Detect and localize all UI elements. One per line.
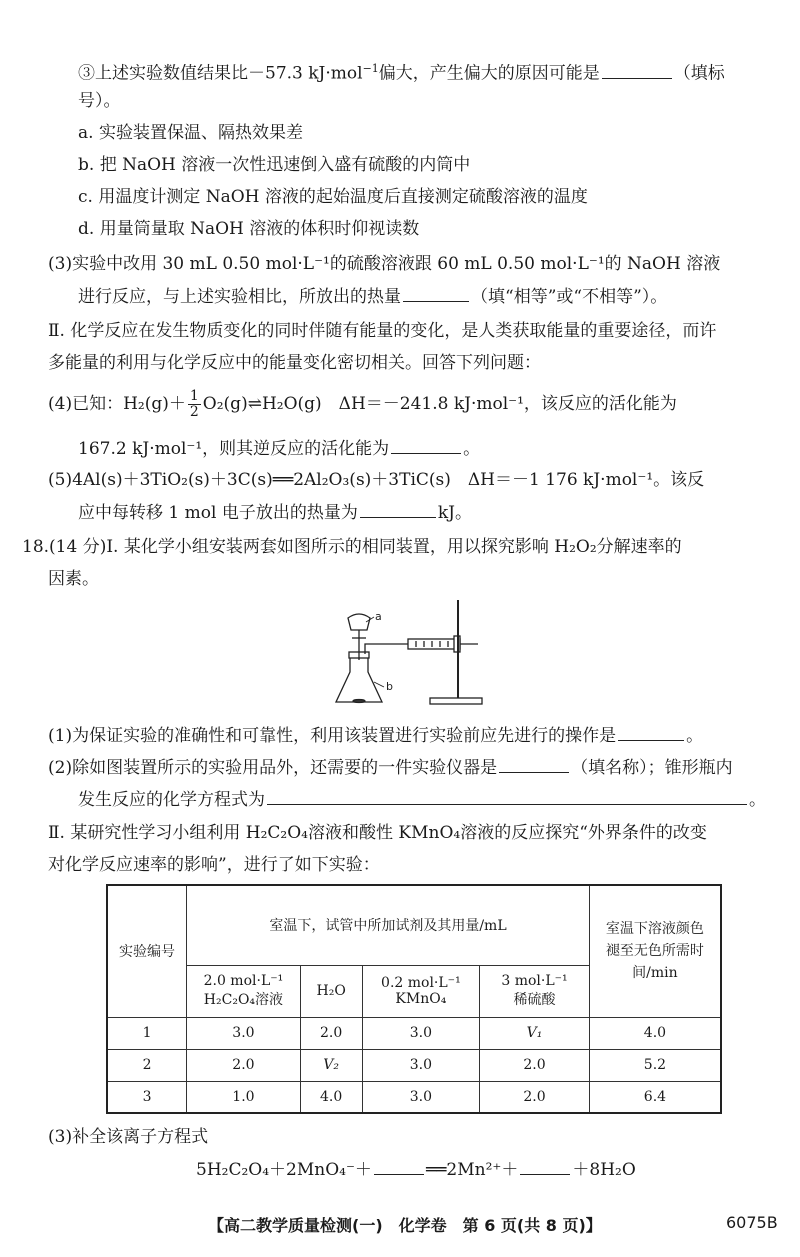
- header-line: KMnO₄: [395, 991, 447, 1007]
- table-cell: 4.0: [300, 1081, 362, 1113]
- answer-blank[interactable]: [403, 283, 469, 302]
- table-cell: 3.0: [362, 1081, 480, 1113]
- table-cell: 2.0: [480, 1049, 590, 1081]
- table-row: [107, 1017, 721, 1049]
- q18-sub-1: [48, 722, 703, 749]
- stem-text: (1)为保证实验的准确性和可靠性，利用该装置进行实验前应先进行的操作是: [48, 726, 617, 746]
- table-cell: 2: [107, 1049, 187, 1081]
- header-h2o: H₂O: [300, 965, 362, 1017]
- header-line: 稀硫酸: [513, 992, 556, 1008]
- figure-label-b: b: [386, 680, 393, 693]
- sub-question-3: (3)实验中改用 30 mL 0.50 mol·L⁻¹的硫酸溶液跟 60 mL 0.50 mol·L⁻¹的 NaOH 溶液: [48, 254, 721, 274]
- stem-text: (4)已知：H₂(g)＋: [48, 394, 186, 414]
- ionic-equation: [196, 1156, 636, 1183]
- experiment-table: [106, 884, 722, 1114]
- part-2-intro-cont: 多能量的利用与化学反应中的能量变化密切相关。回答下列问题：: [48, 353, 541, 373]
- table-cell: 3.0: [362, 1017, 480, 1049]
- option-a: a. 实验装置保温、隔热效果差: [78, 123, 303, 143]
- table-cell: 4.0: [589, 1017, 721, 1049]
- header-time: [589, 885, 721, 1017]
- question-18-stem-cont: 因素。: [48, 569, 99, 589]
- stem-text: 。: [686, 726, 704, 746]
- stem-text: 167.2 kJ·mol⁻¹，则其逆反应的活化能为: [78, 439, 390, 459]
- stem-text: 进行反应，与上述实验相比，所放出的热量: [78, 287, 401, 307]
- part-2b-intro: Ⅱ. 某研究性学习小组利用 H₂C₂O₄溶液和酸性 KMnO₄溶液的反应探究“外界条件的改变: [48, 823, 707, 843]
- conical-flask: [336, 656, 382, 702]
- part-2b-intro-cont: 对化学反应速率的影响”，进行了如下实验：: [48, 855, 380, 875]
- question-3-stem: [78, 56, 725, 87]
- sub-question-4: [48, 389, 677, 420]
- header-h2c2o4: [187, 965, 301, 1017]
- figure-label-a: a: [375, 610, 382, 623]
- table-cell: 3.0: [362, 1049, 480, 1081]
- fraction: [188, 389, 201, 420]
- stem-text: （填标: [673, 63, 725, 84]
- table-cell: 5.2: [589, 1049, 721, 1081]
- option-b: b. 把 NaOH 溶液一次性迅速倒入盛有硫酸的内筒中: [78, 155, 471, 175]
- sub-question-5-cont: [78, 499, 472, 526]
- stem-text: 。: [463, 439, 481, 459]
- option-c: c. 用温度计测定 NaOH 溶液的起始温度后直接测定硫酸溶液的温度: [78, 187, 588, 207]
- header-line: H₂C₂O₄溶液: [203, 992, 284, 1008]
- fraction-numerator: 1: [189, 388, 199, 404]
- stem-text: 应中每转移 1 mol 电子放出的热量为: [78, 503, 358, 523]
- equation-text: ══2Mn²⁺＋: [425, 1160, 519, 1180]
- table-cell: 2.0: [187, 1049, 301, 1081]
- q18-sub-2: [48, 754, 733, 781]
- table-cell: 1: [107, 1017, 187, 1049]
- table-cell: 1.0: [187, 1081, 301, 1113]
- answer-blank[interactable]: [391, 435, 461, 454]
- footer-title: 【高二教学质量检测(一) 化学卷 第 6 页(共 8 页)】: [208, 1216, 602, 1235]
- answer-blank[interactable]: [520, 1156, 570, 1175]
- q18-sub-2-cont: [78, 786, 766, 813]
- header-line: 2.0 mol·L⁻¹: [203, 973, 284, 989]
- stem-text: ③上述实验数值结果比－57.3 kJ·mol: [78, 63, 363, 84]
- table-cell: 2.0: [480, 1081, 590, 1113]
- stem-text: 发生反应的化学方程式为: [78, 790, 265, 810]
- table-row: [107, 1049, 721, 1081]
- fraction-denominator: 2: [189, 404, 199, 420]
- stem-text: 偏大，产生偏大的原因可能是: [378, 63, 600, 84]
- stem-text: kJ。: [437, 503, 472, 523]
- table-cell: 6.4: [589, 1081, 721, 1113]
- footer-code: 6075B: [726, 1213, 778, 1232]
- apparatus-figure: [330, 598, 490, 710]
- header-exp-no: 实验编号: [107, 885, 187, 1017]
- question-18-stem: 18.(14 分)Ⅰ. 某化学小组安装两套如图所示的相同装置，用以探究影响 H₂O₂分解速率的: [22, 537, 682, 557]
- answer-blank[interactable]: [499, 754, 569, 773]
- answer-blank[interactable]: [267, 786, 747, 805]
- header-line: 0.2 mol·L⁻¹: [381, 975, 461, 991]
- equation-text: ＋8H₂O: [572, 1160, 636, 1180]
- header-h2so4: [480, 965, 590, 1017]
- answer-blank[interactable]: [618, 722, 684, 741]
- stem-text: 。: [749, 790, 766, 810]
- equation-text: 5H₂C₂O₄＋2MnO₄⁻＋: [196, 1160, 372, 1180]
- table-cell: 3.0: [187, 1017, 301, 1049]
- table-cell: V₁: [480, 1017, 590, 1049]
- sub-question-4-cont: [78, 435, 480, 462]
- stem-sup: −1: [362, 62, 379, 75]
- table-cell: 3: [107, 1081, 187, 1113]
- table-cell: 2.0: [300, 1017, 362, 1049]
- question-3-stem-cont: 号）。: [78, 91, 121, 111]
- stem-text: (2)除如图装置所示的实验用品外，还需要的一件实验仪器是: [48, 758, 498, 778]
- sub-question-5: (5)4Al(s)＋3TiO₂(s)＋3C(s)══2Al₂O₃(s)＋3TiC(s) ΔH＝－1 176 kJ·mol⁻¹。该反: [48, 470, 705, 490]
- stem-text: （填“相等”或“不相等”）。: [471, 287, 668, 307]
- header-kmno4: [362, 965, 480, 1017]
- q18-sub-3: (3)补全该离子方程式: [48, 1127, 209, 1147]
- sub-question-3-cont: [78, 283, 667, 310]
- part-2-intro: Ⅱ. 化学反应在发生物质变化的同时伴随有能量的变化，是人类获取能量的重要途径，而许: [48, 321, 717, 341]
- header-time-text: 室温下溶液颜色褪至无色所需时间/min: [605, 921, 704, 982]
- table-row: [107, 1081, 721, 1113]
- stem-text: O₂(g)⇌H₂O(g) ΔH＝－241.8 kJ·mol⁻¹，该反应的活化能为: [202, 394, 677, 414]
- header-line: 3 mol·L⁻¹: [501, 973, 568, 989]
- answer-blank[interactable]: [374, 1156, 424, 1175]
- answer-blank[interactable]: [360, 499, 436, 518]
- header-reagents: 室温下，试管中所加试剂及其用量/mL: [187, 885, 590, 965]
- stem-text: （填名称）；锥形瓶内: [571, 758, 733, 778]
- answer-blank[interactable]: [602, 60, 672, 79]
- table-cell: V₂: [300, 1049, 362, 1081]
- option-d: d. 用量筒量取 NaOH 溶液的体积时仰视读数: [78, 219, 420, 239]
